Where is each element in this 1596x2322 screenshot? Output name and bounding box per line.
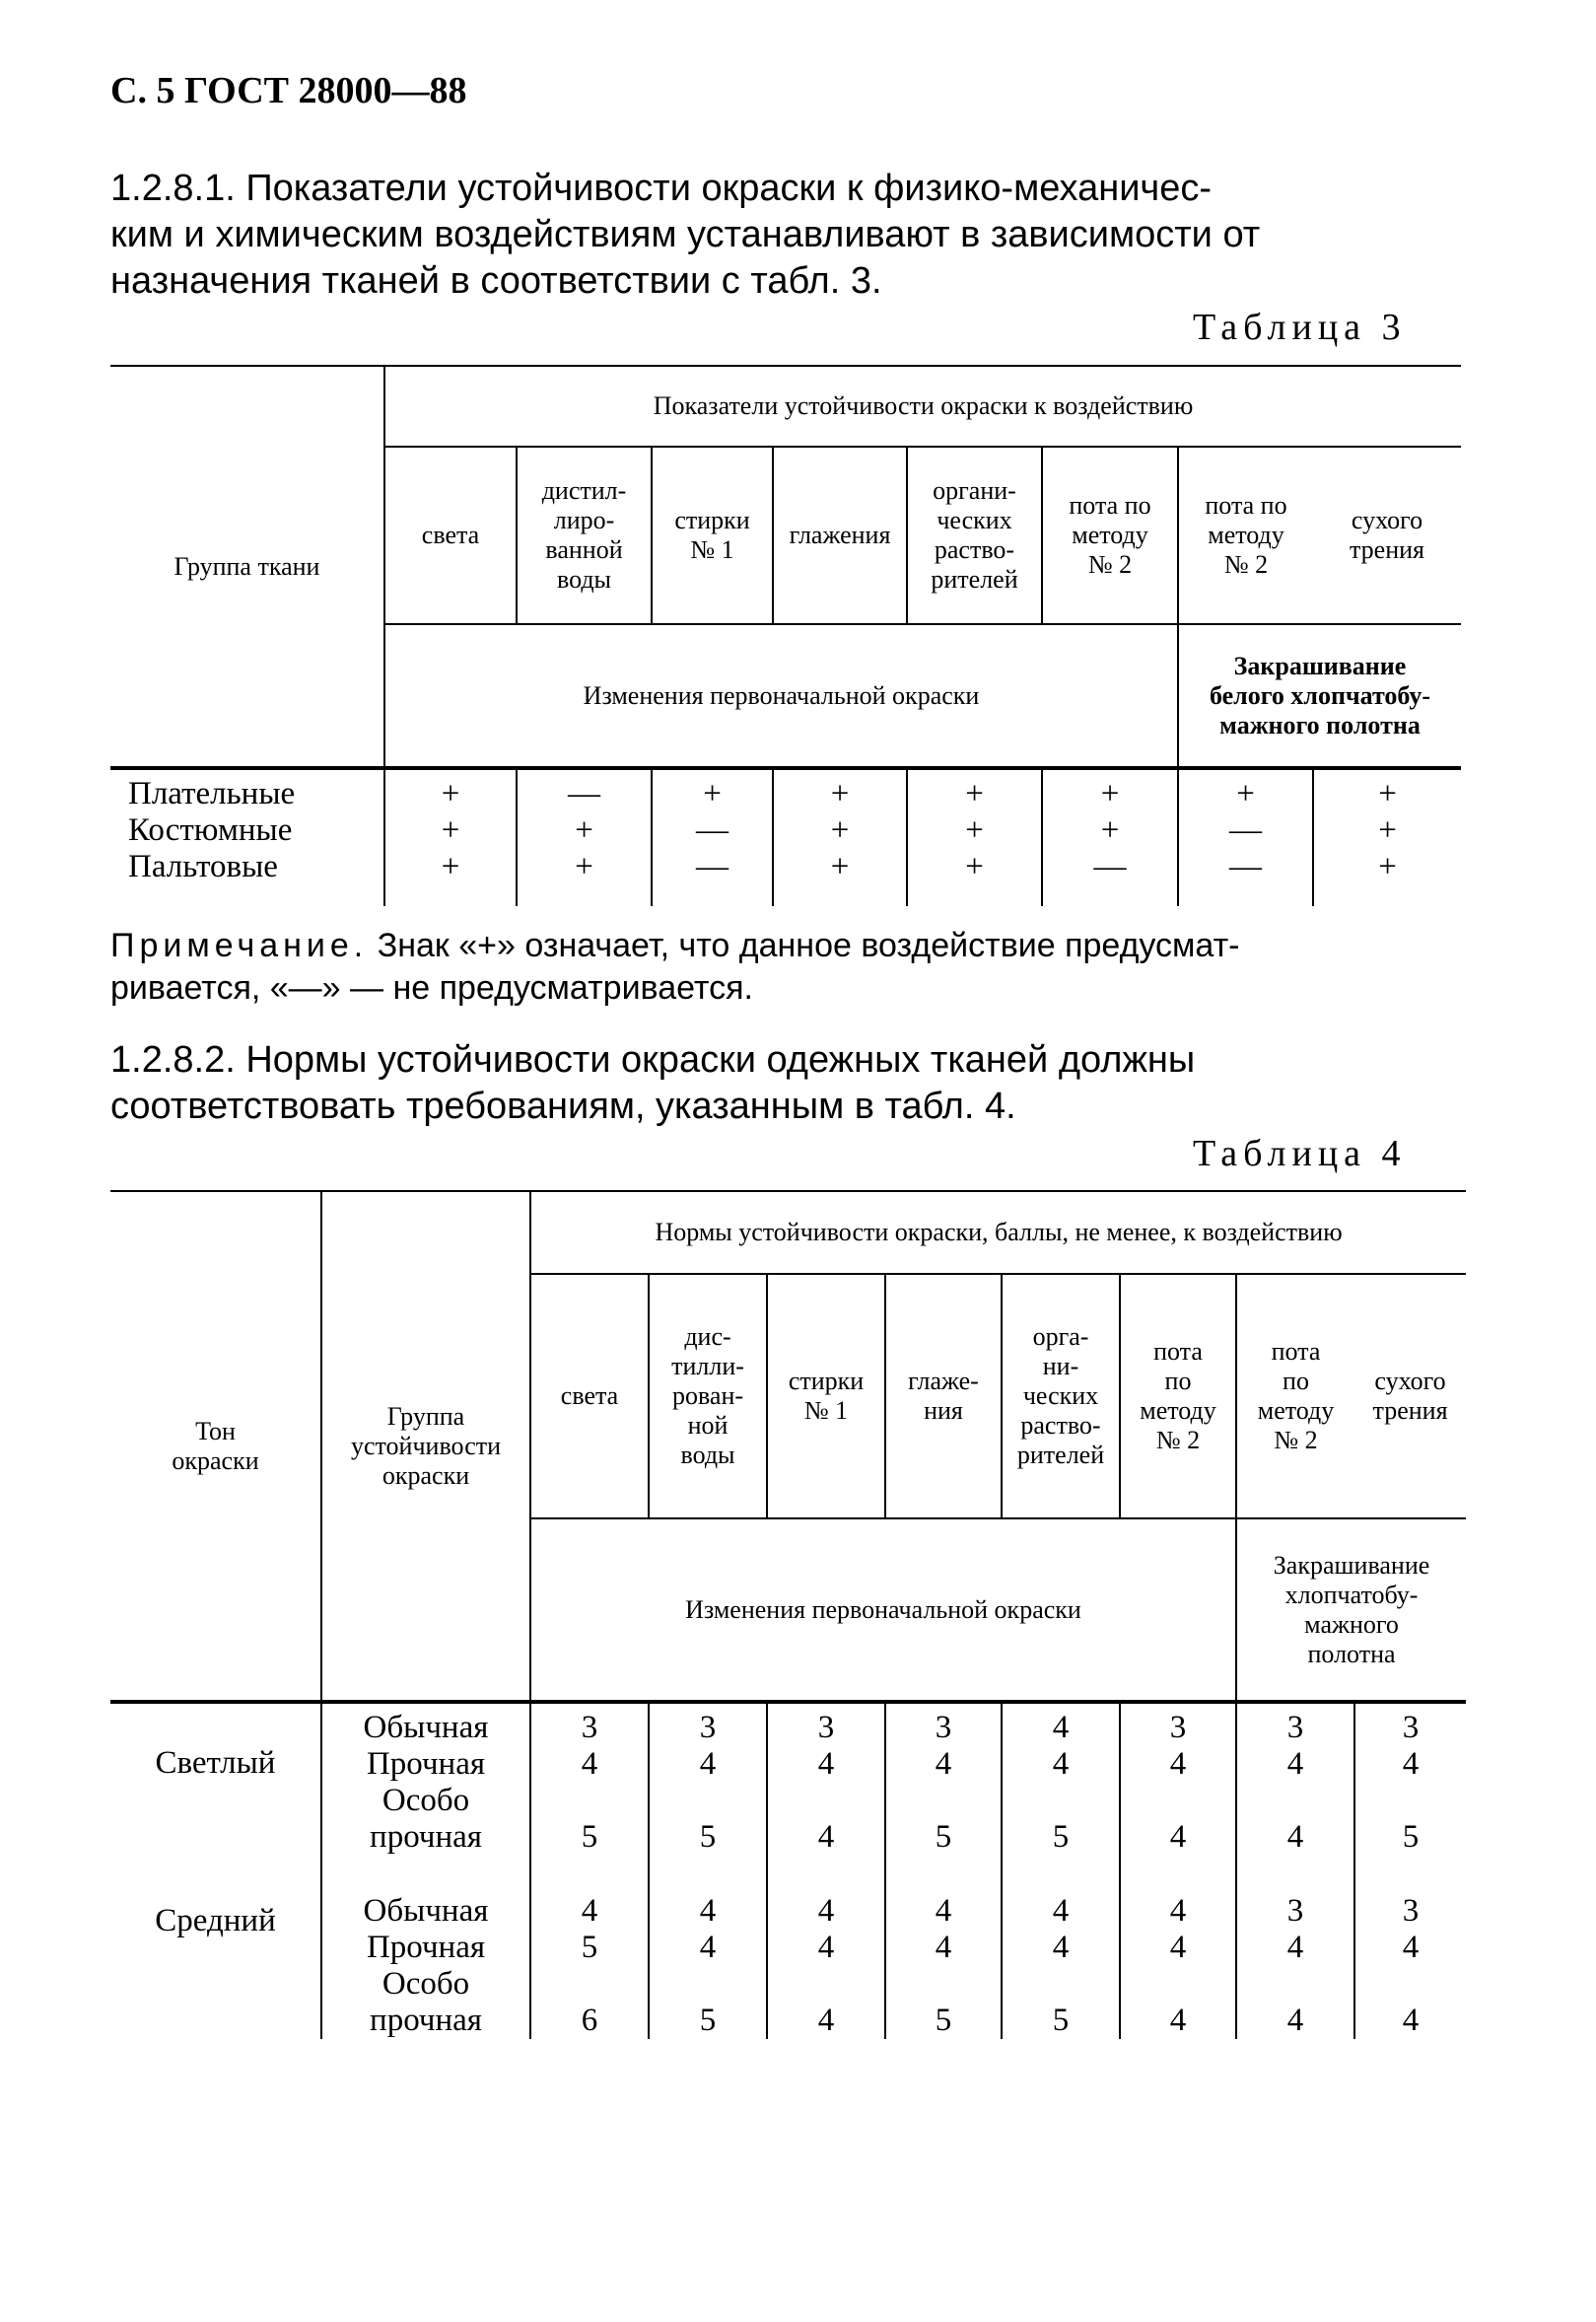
value-mark: + — [441, 812, 460, 848]
table-4-stain-header — [1236, 1518, 1466, 1702]
table-4-value-cell — [530, 1879, 649, 2039]
table-3 — [110, 365, 1461, 906]
col-header: глаже- ния — [885, 1274, 1002, 1518]
value-mark: — — [696, 849, 729, 884]
header-text: Закрашивание белого хлопчатобу- мажного полотна — [1209, 651, 1431, 739]
table-3-stain-header — [1178, 624, 1461, 768]
value-mark: + — [1378, 776, 1397, 811]
col-header: дистил- лиро- ванной воды — [517, 447, 652, 624]
strength-group: Обычная — [363, 1710, 489, 1745]
score-value: 3 — [1286, 1710, 1304, 1745]
table-4-value-cell — [767, 1879, 885, 2039]
score-value: 3 — [699, 1710, 717, 1745]
score-value: 4 — [1402, 2003, 1420, 2038]
score-value: 4 — [1052, 1746, 1070, 1782]
value-mark: + — [1100, 812, 1120, 848]
paragraph-line: 1.2.8.2. Нормы устойчивости окраски одежных тканей должны — [110, 1039, 1196, 1081]
table-4-group-header — [321, 1191, 530, 1702]
score-value: 5 — [1402, 1819, 1420, 1855]
col-header: сухого трения — [1313, 447, 1461, 624]
strength-group: Прочная — [366, 1930, 486, 1965]
table-3-value-cell — [1178, 768, 1313, 906]
score-value: 3 — [1402, 1893, 1420, 1929]
table-4 — [110, 1190, 1466, 2039]
table-4-value-cell — [1354, 1702, 1466, 1879]
tone-cell — [110, 1879, 321, 2039]
header-text: Нормы устойчивости окраски, баллы, не менее, к воздействию — [655, 1218, 1343, 1246]
score-value: 5 — [935, 2003, 952, 2038]
score-value: 4 — [817, 1746, 835, 1782]
col-header: пота по методу № 2 — [1236, 1274, 1354, 1518]
value-mark: + — [703, 776, 722, 811]
strength-group: Особо прочная — [370, 1966, 482, 2038]
score-value: 4 — [1169, 1746, 1187, 1782]
score-value: 4 — [1169, 1819, 1187, 1855]
score-value: 4 — [1052, 1710, 1070, 1745]
col-header: стирки № 1 — [767, 1274, 885, 1518]
score-value: 4 — [1402, 1746, 1420, 1782]
header-text: Группа устойчивости окраски — [350, 1401, 502, 1490]
col-header: орга- ни- ческих раство- рителей — [1002, 1274, 1120, 1518]
value-mark: + — [1378, 812, 1397, 848]
score-value: 4 — [699, 1930, 717, 1965]
score-value: 5 — [699, 1819, 717, 1855]
strength-group-cell — [321, 1879, 530, 2039]
fabric-group: Плательные — [128, 776, 296, 811]
table-4-value-cell — [1120, 1702, 1236, 1879]
table-4-value-cell — [885, 1702, 1002, 1879]
score-value: 4 — [1286, 1746, 1304, 1782]
value-mark: — — [568, 776, 600, 811]
score-value: 4 — [935, 1893, 952, 1929]
table-4-value-cell — [1236, 1702, 1354, 1879]
tone-cell — [110, 1702, 321, 1879]
table-4-value-cell — [1236, 1879, 1354, 2039]
value-mark: + — [441, 849, 460, 884]
value-mark: + — [830, 812, 850, 848]
col-header: пота по методу № 2 — [1042, 447, 1178, 624]
score-value: 5 — [581, 1819, 598, 1855]
table-3-change-header — [384, 624, 1178, 768]
page-header: С. 5 ГОСТ 28000—88 — [110, 70, 467, 111]
header-text: Тон окраски — [172, 1416, 259, 1475]
table-3-group-cell — [110, 768, 384, 906]
score-value: 4 — [1169, 1930, 1187, 1965]
score-value: 4 — [817, 1893, 835, 1929]
value-mark: + — [830, 776, 850, 811]
value-mark: + — [965, 849, 984, 884]
score-value: 3 — [935, 1710, 952, 1745]
table-3-value-cell — [773, 768, 907, 906]
score-value: 4 — [699, 1746, 717, 1782]
col-header: сухого трения — [1354, 1274, 1466, 1518]
strength-group: Особо прочная — [370, 1783, 482, 1855]
fabric-group: Костюмные — [128, 812, 293, 848]
table-4-value-cell — [1354, 1879, 1466, 2039]
value-mark: — — [1229, 812, 1262, 848]
note-label: Примечание. — [110, 927, 369, 964]
table-3-value-cell — [517, 768, 652, 906]
value-mark: + — [1236, 776, 1255, 811]
score-value: 4 — [935, 1746, 952, 1782]
col-header: пота по методу № 2 — [1120, 1274, 1236, 1518]
tone-label: Средний — [155, 1903, 276, 1938]
table-4-value-cell — [649, 1879, 767, 2039]
value-mark: + — [830, 849, 850, 884]
value-mark: + — [1100, 776, 1120, 811]
table-3-value-cell — [1313, 768, 1461, 906]
score-value: 4 — [1052, 1893, 1070, 1929]
score-value: 3 — [817, 1710, 835, 1745]
strength-group-cell — [321, 1702, 530, 1879]
score-value: 4 — [1286, 1930, 1304, 1965]
note-text: Знак «+» означает, что данное воздействие предусмат- — [368, 927, 1240, 964]
value-mark: + — [965, 812, 984, 848]
paragraph-line: 1.2.8.1. Показатели устойчивости окраски к физико-механичес- — [110, 168, 1213, 209]
header-text: Группа ткани — [173, 551, 320, 581]
fabric-group: Пальтовые — [128, 849, 278, 884]
table-3-group-header — [110, 366, 384, 768]
table-4-caption: Таблица 4 — [1193, 1133, 1407, 1174]
paragraph-line: ким и химическим воздействиям устанавливают в зависимости от — [110, 214, 1261, 255]
score-value: 4 — [935, 1930, 952, 1965]
score-value: 3 — [1402, 1710, 1420, 1745]
col-header: стирки № 1 — [652, 447, 773, 624]
strength-group: Обычная — [363, 1893, 489, 1929]
paragraph-1-2-8-1 — [110, 166, 1461, 305]
table-4-value-cell — [1120, 1879, 1236, 2039]
score-value: 4 — [817, 2003, 835, 2038]
tone-label: Светлый — [155, 1745, 276, 1781]
score-value: 5 — [1052, 1819, 1070, 1855]
score-value: 3 — [581, 1710, 598, 1745]
col-header: глажения — [773, 447, 907, 624]
table-section-row — [110, 1702, 1466, 1879]
table-4-value-cell — [885, 1879, 1002, 2039]
col-header: органи- ческих раство- рителей — [907, 447, 1042, 624]
score-value: 5 — [935, 1819, 952, 1855]
header-text: Показатели устойчивости окраски к воздействию — [653, 391, 1194, 420]
score-value: 5 — [581, 1930, 598, 1965]
paragraph-line: соответствовать требованиям, указанным в табл. 4. — [110, 1086, 1016, 1127]
table-4-top-header — [530, 1191, 1466, 1274]
table-3-caption: Таблица 3 — [1193, 307, 1407, 348]
note-line-1 — [110, 925, 1461, 967]
table-4-value-cell — [1002, 1879, 1120, 2039]
value-mark: + — [965, 776, 984, 811]
header-text: Изменения первоначальной окраски — [583, 680, 980, 710]
score-value: 4 — [1286, 1819, 1304, 1855]
strength-group: Прочная — [366, 1746, 486, 1782]
score-value: 3 — [1169, 1710, 1187, 1745]
score-value: 4 — [581, 1893, 598, 1929]
table-3-top-header — [384, 366, 1461, 447]
value-mark: + — [575, 812, 593, 848]
col-header: пота по методу № 2 — [1178, 447, 1313, 624]
col-header: света — [530, 1274, 649, 1518]
score-value: 4 — [1286, 2003, 1304, 2038]
score-value: 4 — [699, 1893, 717, 1929]
note-line-2: ривается, «—» — не предусматривается. — [110, 969, 753, 1007]
score-value: 3 — [1286, 1893, 1304, 1929]
header-text: Изменения первоначальной окраски — [685, 1594, 1081, 1624]
score-value: 4 — [1169, 2003, 1187, 2038]
table-3-value-cell — [1042, 768, 1178, 906]
col-header: света — [384, 447, 517, 624]
paragraph-line: назначения тканей в соответствии с табл. 3. — [110, 260, 882, 302]
table-4-value-cell — [767, 1702, 885, 1879]
value-mark: — — [1093, 849, 1127, 884]
score-value: 4 — [1402, 1930, 1420, 1965]
value-mark: + — [1378, 849, 1397, 884]
table-4-tone-header — [110, 1191, 321, 1702]
paragraph-1-2-8-2 — [110, 1037, 1461, 1130]
value-mark: + — [441, 776, 460, 811]
score-value: 4 — [817, 1930, 835, 1965]
table-row — [110, 768, 1461, 906]
value-mark: + — [575, 849, 593, 884]
score-value: 5 — [1052, 2003, 1070, 2038]
score-value: 5 — [699, 2003, 717, 2038]
table-4-value-cell — [1002, 1702, 1120, 1879]
score-value: 4 — [1169, 1893, 1187, 1929]
col-header: дис- тилли- рован- ной воды — [649, 1274, 767, 1518]
table-4-value-cell — [530, 1702, 649, 1879]
score-value: 4 — [817, 1819, 835, 1855]
score-value: 6 — [581, 2003, 598, 2038]
table-3-value-cell — [907, 768, 1042, 906]
table-4-value-cell — [649, 1702, 767, 1879]
table-4-change-header — [530, 1518, 1236, 1702]
score-value: 4 — [1052, 1930, 1070, 1965]
value-mark: — — [696, 812, 729, 848]
table-3-note — [110, 925, 1461, 1010]
table-section-row — [110, 1879, 1466, 2039]
value-mark: — — [1229, 849, 1262, 884]
table-3-value-cell — [652, 768, 773, 906]
header-text: Закрашивание хлопчатобу- мажного полотна — [1273, 1550, 1430, 1668]
table-3-value-cell — [384, 768, 517, 906]
score-value: 4 — [581, 1746, 598, 1782]
